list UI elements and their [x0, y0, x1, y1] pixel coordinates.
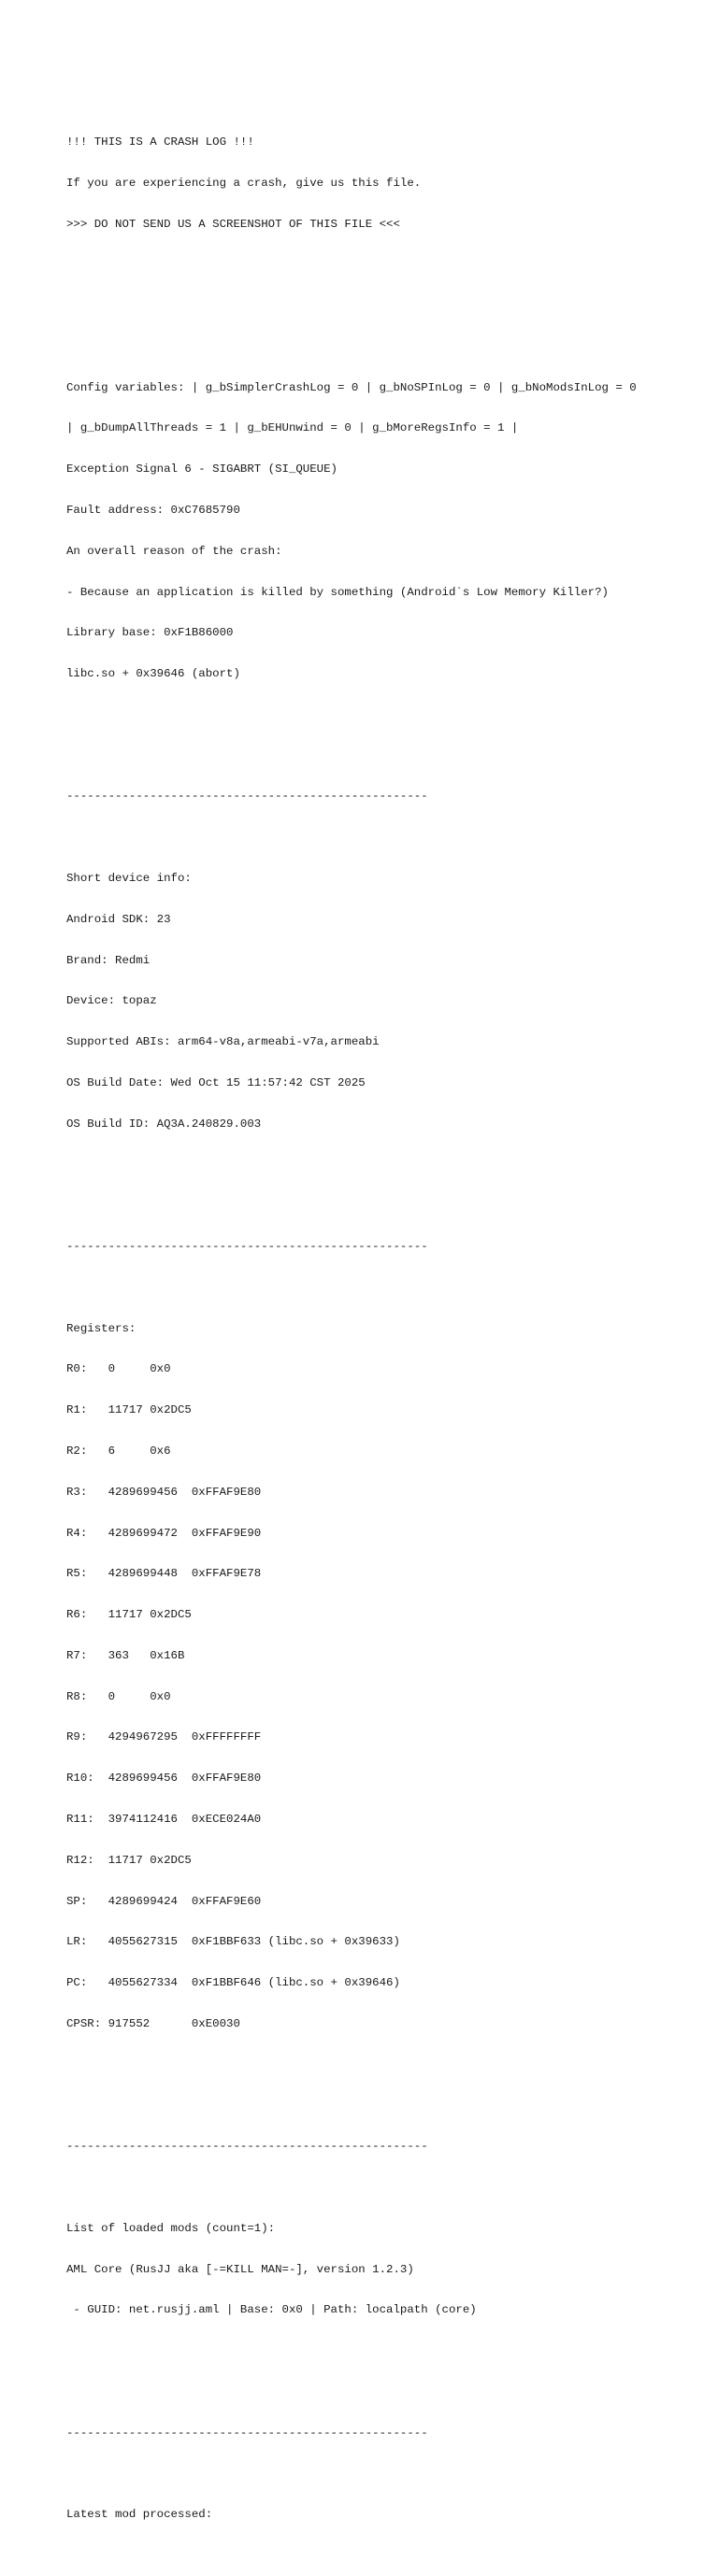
- register-row-r6: R6: 11717 0x2DC5: [66, 1608, 192, 1622]
- crash-reason-line: - Because an application is killed by something (Android`s Low Memory Killer?): [66, 585, 609, 599]
- blank-line: [66, 1199, 702, 1213]
- supported-abis-line: Supported ABIs: arm64-v8a,armeabi-v7a,armeabi: [66, 1035, 380, 1049]
- device-info: [66, 845, 702, 1159]
- register-row-r8: R8: 0 0x0: [66, 1689, 171, 1703]
- blank-line: [66, 2385, 702, 2399]
- registers-section: [66, 1294, 702, 2057]
- android-sdk-line: Android SDK: 23: [66, 912, 171, 926]
- loaded-mods-heading: List of loaded mods (count=1):: [66, 2221, 276, 2235]
- crash-log-document: [66, 67, 702, 2576]
- section-separator: ----------------------------------------------------: [66, 2140, 428, 2154]
- register-row-r11: R11: 3974112416 0xECE024A0: [66, 1813, 262, 1826]
- mod-entry-name: AML Core (RusJJ aka [-=KILL MAN=-], version 1.2.3): [66, 2262, 414, 2276]
- blank-line: [66, 749, 702, 763]
- device-line: Device: topaz: [66, 994, 157, 1008]
- register-row-r2: R2: 6 0x6: [66, 1444, 171, 1458]
- register-row-r9: R9: 4294967295 0xFFFFFFFF: [66, 1730, 262, 1744]
- register-row-sp: SP: 4289699424 0xFFAF9E60: [66, 1894, 262, 1908]
- header-instruction-line: If you are experiencing a crash, give us this file.: [66, 176, 422, 190]
- section-separator: ----------------------------------------------------: [66, 790, 428, 804]
- section-separator: ----------------------------------------------------: [66, 2426, 428, 2440]
- section-separator: ----------------------------------------------------: [66, 1240, 428, 1254]
- header-warning-line: >>> DO NOT SEND US A SCREENSHOT OF THIS FILE <<<: [66, 217, 400, 231]
- crash-log-header: [66, 108, 702, 259]
- register-row-cpsr: CPSR: 917552 0xE0030: [66, 2016, 240, 2030]
- config-variables-continued-line: | g_bDumpAllThreads = 1 | g_bEHUnwind = 0 | g_bMoreRegsInfo = 1 |: [66, 421, 519, 435]
- registers-heading: Registers:: [66, 1321, 136, 1335]
- exception-signal-line: Exception Signal 6 - SIGABRT (SI_QUEUE): [66, 463, 337, 477]
- blank-line: [66, 299, 702, 313]
- register-row-r7: R7: 363 0x16B: [66, 1648, 185, 1662]
- register-row-pc: PC: 4055627334 0xF1BBF646 (libc.so + 0x39646): [66, 1976, 400, 1990]
- register-row-r12: R12: 11717 0x2DC5: [66, 1853, 192, 1867]
- latest-mod-heading: Latest mod processed:: [66, 2508, 213, 2522]
- brand-line: Brand: Redmi: [66, 953, 151, 967]
- fault-address-line: Fault address: 0xC7685790: [66, 504, 240, 517]
- register-row-r10: R10: 4289699456 0xFFAF9E80: [66, 1772, 262, 1786]
- register-row-r4: R4: 4289699472 0xFFAF9E90: [66, 1526, 262, 1540]
- blank-line: [66, 2099, 702, 2113]
- header-title-line: !!! THIS IS A CRASH LOG !!!: [66, 135, 254, 149]
- register-row-r5: R5: 4289699448 0xFFAF9E78: [66, 1567, 262, 1581]
- crash-reason-heading: An overall reason of the crash:: [66, 544, 282, 558]
- device-info-heading: Short device info:: [66, 872, 192, 886]
- os-build-date-line: OS Build Date: Wed Oct 15 11:57:42 CST 2025: [66, 1075, 366, 1089]
- mod-entry-details: - GUID: net.rusjj.aml | Base: 0x0 | Path: localpath (core): [66, 2303, 477, 2317]
- os-build-id-line: OS Build ID: AQ3A.240829.003: [66, 1117, 262, 1131]
- register-row-r3: R3: 4289699456 0xFFAF9E80: [66, 1485, 262, 1499]
- crash-details: [66, 353, 702, 707]
- crash-location-line: libc.so + 0x39646 (abort): [66, 667, 240, 681]
- register-row-lr: LR: 4055627315 0xF1BBF633 (libc.so + 0x39633): [66, 1935, 400, 1949]
- library-base-line: Library base: 0xF1B86000: [66, 626, 234, 640]
- register-row-r1: R1: 11717 0x2DC5: [66, 1403, 192, 1417]
- latest-mod-section: [66, 2481, 702, 2549]
- config-variables-line: Config variables: | g_bSimplerCrashLog = 0 | g_bNoSPInLog = 0 | g_bNoModsInLog = 0: [66, 380, 637, 394]
- register-row-r0: R0: 0 0x0: [66, 1362, 171, 1376]
- loaded-mods-section: [66, 2195, 702, 2345]
